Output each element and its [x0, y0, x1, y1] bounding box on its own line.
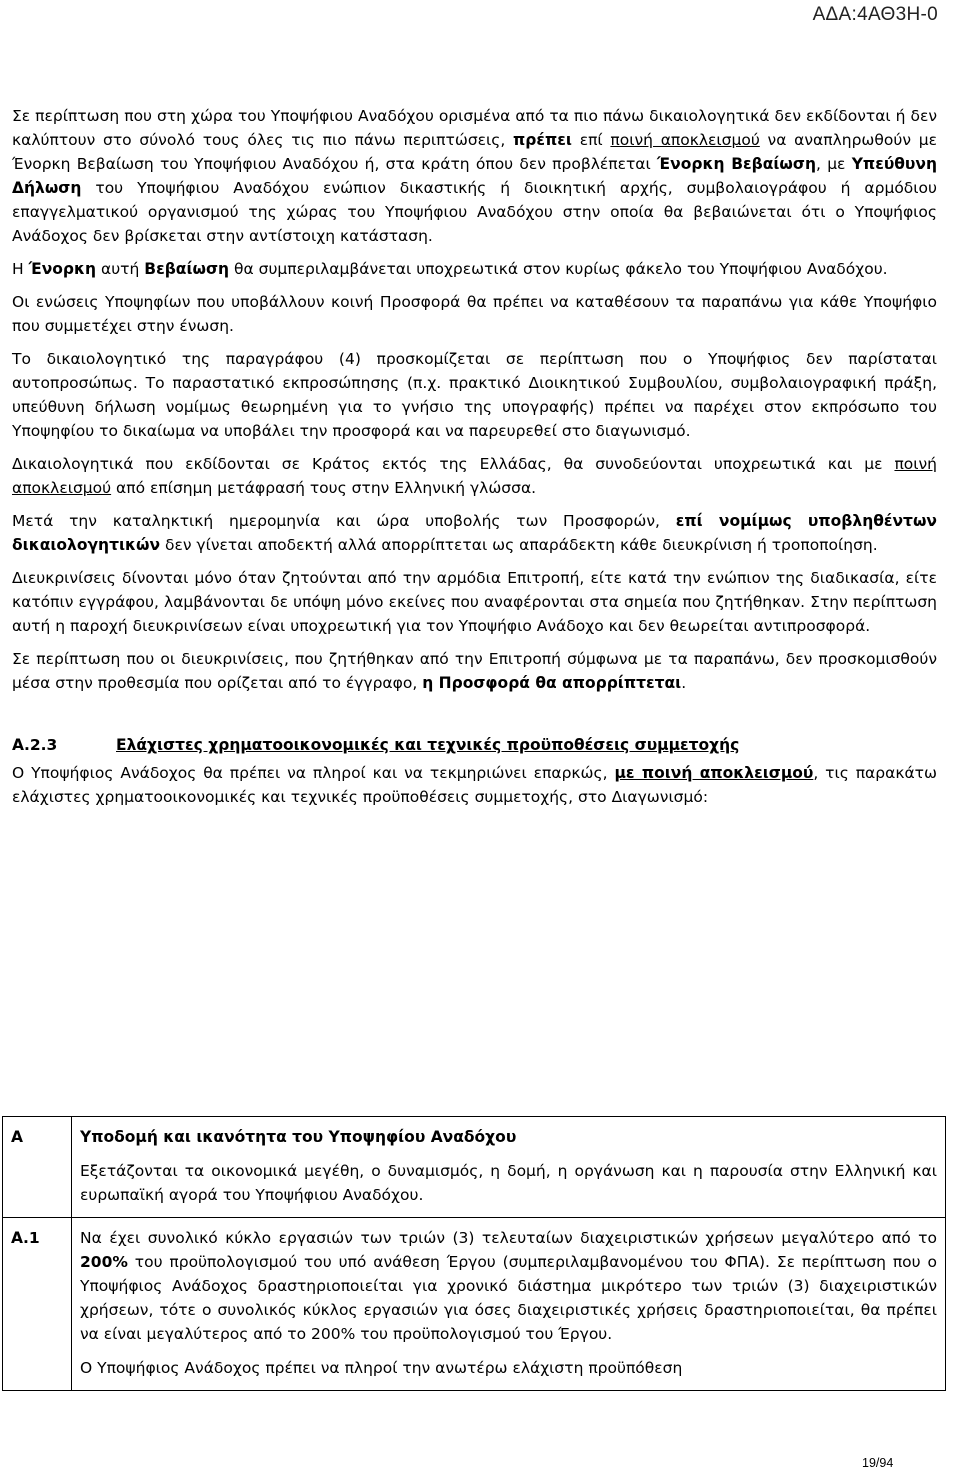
text-run: , τις παρακάτω ελάχιστες χρηματοοικονομικές και τεχνικές προϋποθέσεις συμμετοχής, στο Διαγωνισμό:: [12, 764, 937, 806]
text-run: Η: [12, 260, 29, 278]
text-run: Μετά την καταληκτική ημερομηνία και ώρα υποβολής των Προσφορών,: [12, 512, 676, 530]
paragraph-joint-ventures: Οι ενώσεις Υποψηφίων που υποβάλλουν κοινή Προσφορά θα πρέπει να καταθέσουν τα παραπάνω για κάθε Υποψήφιο που συμμετέχει στην ένωση.: [12, 293, 937, 335]
text-run: .: [681, 674, 687, 692]
bold-text: Ένορκη: [28, 260, 97, 278]
bold-underlined-text: με ποινή αποκλεισμού: [614, 764, 814, 782]
table-row: [3, 1117, 946, 1218]
section-title: Ελάχιστες χρηματοοικονομικές και τεχνικές προϋποθέσεις συμμετοχής: [116, 736, 740, 754]
paragraph-representation: Το δικαιολογητικό της παραγράφου (4) προσκομίζεται σε περίπτωση που ο Υποψήφιος δεν παρίσταται αυτοπροσώπως. Το παραστατικό εκπροσώπησης (π.χ. πρακτικό Διοικητικού Συμβουλίου, συμβολαιογραφική πράξη, υπεύθυνη δήλωση νομίμως θεωρημένη για το γνήσιο της υπογραφής) πρέπει να παρέχει στον εκπρόσωπο του Υποψηφίου το δικαίωμα να υποβάλει την προσφορά και να παρευρεθεί στο διαγωνισμό.: [12, 350, 937, 440]
bold-text: η Προσφορά θα απορρίπτεται: [422, 674, 682, 692]
row-description: Ο Υποψήφιος Ανάδοχος πρέπει να πληροί την ανωτέρω ελάχιστη προϋπόθεση: [80, 1359, 683, 1377]
text-run: από επίσημη μετάφρασή τους στην Ελληνική γλώσσα.: [111, 479, 537, 497]
text-run: Να έχει συνολικό κύκλο εργασιών των τριών (3) τελευταίων διαχειριστικών χρήσεων μεγαλύτερο από το: [80, 1229, 937, 1247]
text-run: να αναπληρωθούν με Ένορκη Βεβαίωση του Υποψήφιου Αναδόχου ή, στα κράτη όπου δεν προβλέπεται: [12, 131, 937, 173]
row-content: [72, 1117, 946, 1218]
paragraph-requirements-intro: [12, 761, 937, 809]
document-body: [12, 104, 937, 818]
paragraph-clarifications: Διευκρινίσεις δίνονται μόνο όταν ζητούνται από την αρμόδια Επιτροπή, είτε κατά την ενώπιον της διαδικασία, είτε κατόπιν εγγράφου, λαμβάνονται δε υπόψη μόνο εκείνες που αναφέρονται στα σημεία που ζητήθηκαν. Στην περίπτωση αυτή η παροχή διευκρινίσεων είναι υποχρεωτική για τον Υποψήφιο Ανάδοχο και δεν θεωρείται αντιπροσφορά.: [12, 569, 937, 635]
bold-text: Ένορκη Βεβαίωση: [657, 155, 817, 173]
text-run: του προϋπολογισμού του υπό ανάθεση Έργου (συμπεριλαμβανομένου του ΦΠΑ). Σε περίπτωση που ο Υποψήφιος Ανάδοχος δραστηριοποιείται για χρονικό διάστημα μικρότερο των τριών (3) διαχειριστικών χρήσεων, τότε ο συνολικός κύκλος εργασιών για όσες διαχειριστικές χρήσεις δραστηριοποιείται, θα πρέπει να είναι μεγαλύτερος από το 200% του προϋπολογισμού του Έργου.: [80, 1253, 937, 1343]
requirements-table: [2, 1116, 946, 1391]
table-row: [3, 1218, 946, 1391]
paragraph-sworn-statement: [12, 104, 937, 248]
bold-text: Βεβαίωση: [144, 260, 230, 278]
text-run: αυτή: [96, 260, 145, 278]
row-code: Α.1: [3, 1218, 72, 1391]
text-run: θα συμπεριλαμβάνεται υποχρεωτικά στον κυρίως φάκελο του Υποψήφιου Αναδόχου.: [229, 260, 888, 278]
bold-text: επί νομίμως υποβληθέντων δικαιολογητικών: [12, 512, 937, 554]
paragraph-rejection: [12, 647, 937, 695]
text-run: Δικαιολογητικά που εκδίδονται σε Κράτος εκτός της Ελλάδας, θα συνοδεύονται υποχρεωτικά και με: [12, 455, 895, 473]
page-number: 19/94: [862, 1456, 894, 1470]
bold-text: 200%: [80, 1253, 128, 1271]
section-number: Α.2.3: [12, 736, 58, 754]
text-run: του Υποψήφιου Αναδόχου ενώπιον δικαστικής ή διοικητική αρχής, συμβολαιογράφου ή αρμόδιου επαγγελματικού οργανισμού της χώρας του Υποψήφιου Αναδόχου στην οποία θα βεβαιώνεται ότι ο Υποψήφιος Ανάδοχος δεν βρίσκεται στην αντίστοιχη κατάσταση.: [12, 179, 937, 245]
row-description: [80, 1226, 937, 1346]
section-heading: [12, 733, 937, 757]
text-run: δεν γίνεται αποδεκτή αλλά απορρίπτεται ως απαράδεκτη κάθε διευκρίνιση ή τροποποίηση.: [160, 536, 878, 554]
bold-text: πρέπει: [513, 131, 572, 149]
row-title: Υποδομή και ικανότητα του Υποψηφίου Αναδόχου: [80, 1128, 517, 1146]
text-run: Σε περίπτωση που οι διευκρινίσεις, που ζητήθηκαν από την Επιτροπή σύμφωνα με τα παραπάνω, δεν προσκομισθούν μέσα στην προθεσμία που ορίζεται από το έγγραφο,: [12, 650, 937, 692]
document-code: ΑΔΑ:4ΑΘ3Η-0: [812, 4, 938, 25]
underlined-text: ποινή αποκλεισμού: [12, 455, 937, 497]
paragraph-after-deadline: [12, 509, 937, 557]
text-run: , με: [816, 155, 852, 173]
underlined-text: ποινή αποκλεισμού: [610, 131, 760, 149]
text-run: επί: [571, 131, 611, 149]
text-run: Ο Υποψήφιος Ανάδοχος θα πρέπει να πληροί και να τεκμηριώνει επαρκώς,: [12, 764, 615, 782]
paragraph-sworn-inclusion: [12, 257, 937, 281]
row-content: [72, 1218, 946, 1391]
text-run: Σε περίπτωση που στη χώρα του Υποψήφιου Αναδόχου ορισμένα από τα πιο πάνω δικαιολογητικά δεν εκδίδονται ή δεν καλύπτουν στο σύνολό τους όλες τις πιο πάνω περιπτώσεις,: [12, 107, 937, 149]
row-code: Α: [3, 1117, 72, 1218]
row-description: Εξετάζονται τα οικονομικά μεγέθη, ο δυναμισμός, η δομή, η οργάνωση και η παρουσία στην Ελληνική και ευρωπαϊκή αγορά του Υποψήφιου Αναδόχου.: [80, 1162, 937, 1204]
paragraph-translation: [12, 452, 937, 500]
bold-text: Υπεύθυνη Δήλωση: [12, 155, 937, 197]
